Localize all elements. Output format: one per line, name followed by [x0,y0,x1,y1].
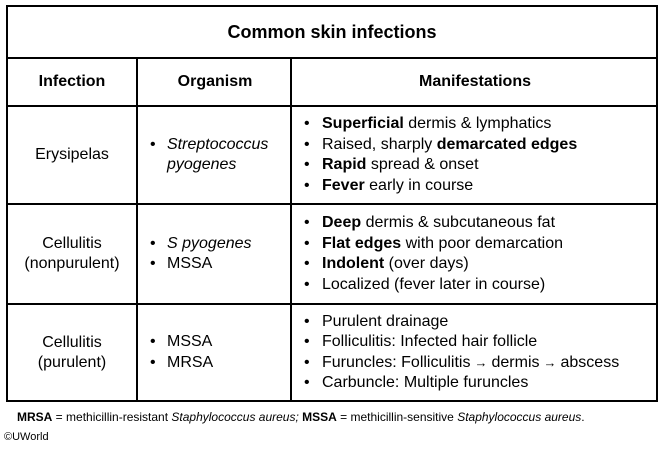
header-manifestations: Manifestations [418,73,531,90]
organism-text: • MSSA [167,255,213,272]
manifestation-item [294,114,656,135]
footnote-mssa-def: = methicillin-sensitive [336,410,458,424]
infection-name-line: Cellulitis [42,333,102,351]
infection-name-line: (nonpurulent) [24,255,120,272]
organism-text: • Streptococcus [167,135,269,153]
table-row [8,205,656,305]
manifestation-item [294,332,656,353]
footnote-mrsa-abbr: MRSA [17,410,53,424]
infection-name-line: Cellulitis [42,235,102,252]
table-title: Common skin infections [8,7,656,59]
manifestation-text: Raised, sharply [322,135,437,153]
organism-item [140,332,290,353]
infection-cell [8,107,138,203]
organism-text: • MSSA [167,333,213,350]
manifestation-item [294,234,656,255]
organism-item [140,353,290,374]
infection-cell [8,305,138,400]
manifestation-text: Localized (fever later in course) [322,275,546,293]
organism-cell [140,107,292,203]
manifestation-text: spread & onset [366,156,479,173]
manifestation-text: early in course [364,176,474,194]
arrow-glyph: → [474,354,488,370]
table-row [8,305,656,400]
manifestation-text: Purulent drainage [322,312,449,330]
organism-item [140,254,290,275]
footnote-mssa-org: Staphylococcus aureus [457,410,582,424]
infection-cell [8,205,138,303]
manifestations-cell [294,305,656,400]
manifestation-text: Flat edges [322,234,402,252]
manifestations-cell [294,205,656,303]
organism-text: • MRSA [167,353,214,371]
organism-item [140,234,290,255]
manifestation-item [294,135,656,156]
manifestation-text: demarcated edges [436,135,578,153]
manifestation-text: Deep [322,214,362,231]
manifestation-item [294,312,656,333]
manifestation-text: Indolent [322,255,385,272]
organism-cell [140,205,292,303]
manifestation-text: dermis & subcutaneous fat [361,214,556,231]
skin-infections-table [6,5,658,402]
arrow-glyph: → [543,354,557,370]
footnote-mrsa-def: = methicillin-resistant [52,410,172,424]
header-organism: Organism [140,59,292,105]
manifestation-item [294,213,656,234]
manifestation-text: Fever [322,176,365,194]
manifestation-text: Folliculitis [401,353,471,371]
organism-text: pyogenes [167,156,237,173]
manifestation-text: Superficial [322,115,404,132]
manifestation-text: dermis [491,353,540,371]
infection-name-line: (purulent) [37,353,107,371]
manifestation-item [294,275,656,296]
footnote-mssa-abbr: MSSA [298,410,337,424]
header-row [8,59,656,107]
organism-cell [140,305,292,400]
manifestation-text: Carbuncle: Multiple furuncles [322,374,529,391]
table-row [8,107,656,205]
manifestation-text: Folliculitis: Infected hair follicle [322,333,538,350]
manifestation-text: abscess [560,353,620,371]
manifestation-text: with poor demarcation [401,234,563,252]
manifestation-item [294,254,656,275]
organism-item [140,135,290,176]
manifestation-text: (over days) [384,255,469,272]
infection-name-line: Erysipelas [35,146,109,163]
manifestation-text: Furuncles: [322,353,402,371]
copyright: ©UWorld [4,431,49,443]
manifestation-text: Rapid [322,156,367,173]
organism-text: • S pyogenes [167,234,252,252]
manifestation-text: dermis & lymphatics [403,115,552,132]
manifestation-item [294,373,656,394]
manifestations-cell [294,107,656,203]
header-infection: Infection [8,59,138,105]
footnote-mrsa-org: Staphylococcus aureus; [171,410,299,424]
footnote-end: . [581,410,585,424]
manifestation-item [294,353,656,374]
footnote [17,410,585,424]
manifestation-item [294,176,656,197]
manifestation-item [294,155,656,176]
